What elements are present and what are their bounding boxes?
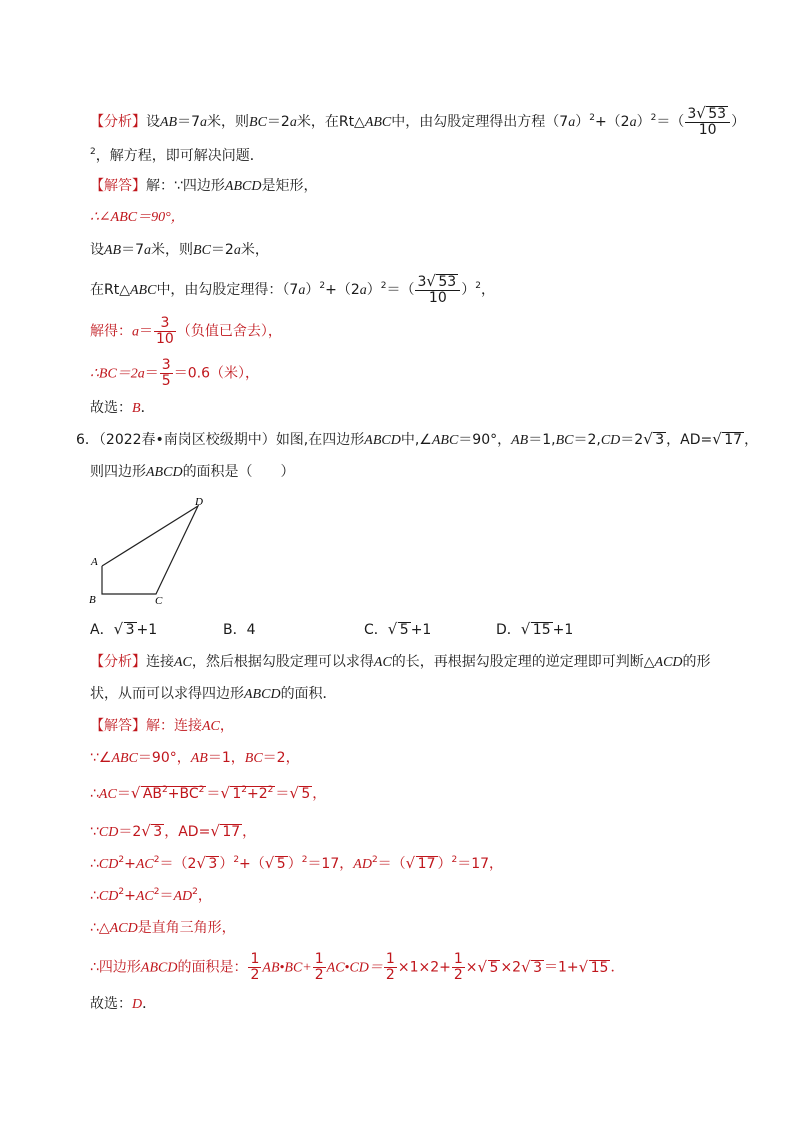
fraction-3root53-over-10: $\frac{3√ 53}{10}$	[685, 106, 730, 138]
vertex-label-a: A	[91, 556, 98, 568]
fraction-one-half: $\frac{1}{2}$	[453, 951, 463, 983]
fraction-one-half: $\frac{1}{2}$	[385, 951, 395, 983]
vertex-label-b: B	[89, 594, 96, 606]
q6-answer-tag: 【解答】	[90, 718, 146, 734]
q6-step1: ∵∠ABC＝90°，AB＝1，BC＝2，	[90, 750, 300, 766]
q6-answer-intro: 【解答】解：连接AC，	[90, 718, 234, 734]
q6-step4: $\therefore CD^2+AC^2=(2√$ 3 ）$^2$+（√ 5 ）$^2$＝17，$AD^2=(√$ 17 ）$^2$＝17，	[90, 854, 503, 875]
q5-analysis-line2: $^2$，解方程，即可解决问题．	[90, 147, 264, 164]
option-d[interactable]: D．√ 15 +1	[496, 620, 573, 640]
q6-stem-line2: 则四边形ABCD的面积是（ ）	[90, 464, 295, 480]
q5-analysis-line1: 【分析】设AB＝7a米，则BC＝2a米，在Rt△ABC中，由勾股定理得出方程$(7a)^2+(2a)^2=$（ $\frac{3√ 53}{10}$ ）	[90, 106, 745, 138]
vertex-label-d: D	[195, 496, 203, 508]
vertex-label-c: C	[155, 595, 163, 606]
q6-step6: ∴△ACD是直角三角形，	[90, 920, 236, 936]
q6-analysis-tag: 【分析】	[90, 654, 146, 670]
q6-step5: $\therefore CD^2+AC^2=AD^2$，	[90, 887, 212, 904]
option-c[interactable]: C．√ 5 +1	[364, 620, 431, 640]
q6-stem-line1: 6．（2022春•南岗区校级期中）如图,在四边形ABCD中,∠ABC＝90°，AB＝1,BC＝2,CD＝2√ 3 ，AD=√ 17 ，	[76, 430, 758, 451]
q6-step2: ∴AC＝√ $AB^2+BC^2$ ＝√ $1^2+2^2$ ＝√ 5 ，	[90, 784, 326, 805]
q5-step3: 在Rt△ABC中，由勾股定理得：$(7a)^2+(2a)^2=$（ $\frac{3√ 53}{10}$ ）$^2$，	[90, 274, 495, 306]
q5-answer-intro: 【解答】解：∵四边形ABCD是矩形，	[90, 178, 318, 194]
question-number: 6．	[76, 432, 99, 448]
fraction-3-over-5: $\frac{3}{5}$	[161, 357, 171, 389]
q6-choice: 故选：D．	[90, 996, 157, 1012]
question-source: （2022春•南岗区校级期中）	[98, 432, 276, 448]
option-a[interactable]: A．√ 3 +1	[90, 620, 157, 640]
q5-choice: 故选：B．	[90, 400, 155, 416]
q5-step1: ∴∠ABC＝90°，	[90, 210, 185, 225]
option-b[interactable]: B．4	[223, 622, 256, 638]
q6-step7: ∴四边形ABCD的面积是： $\frac{1}{2}$ AB•BC+ $\frac{1}{2}$ AC•CD＝ $\frac{1}{2}$ ×1×2+ $\frac{1}{2}$ ×√ 5 ×2√ 3 ＝1+√ 15 ．	[90, 952, 624, 983]
quadrilateral-figure	[86, 494, 216, 610]
fraction-one-half: $\frac{1}{2}$	[314, 951, 324, 983]
fraction-3root53-over-10: $\frac{3√ 53}{10}$	[415, 274, 460, 306]
q5-step4: 解得：a＝ $\frac{3}{10}$ （负值已舍去），	[90, 315, 282, 347]
q5-step5: ∴BC＝2a＝ $\frac{3}{5}$ ＝0.6（米），	[90, 357, 259, 389]
q5-step2: 设AB＝7a米，则BC＝2a米，	[90, 242, 269, 258]
q5-answer-tag: 【解答】	[90, 178, 146, 194]
q6-step3: ∵CD＝2√ 3 ，AD=√ 17 ，	[90, 822, 256, 843]
q5-analysis-tag: 【分析】	[90, 114, 146, 130]
q6-analysis-line1: 【分析】连接AC，然后根据勾股定理可以求得AC的长，再根据勾股定理的逆定理即可判断△ACD的形	[90, 654, 711, 670]
q6-analysis-line2: 状，从而可以求得四边形ABCD的面积．	[90, 686, 337, 702]
fraction-3-over-10: $\frac{3}{10}$	[156, 315, 174, 347]
fraction-one-half: $\frac{1}{2}$	[250, 951, 260, 983]
quadrilateral-abcd	[102, 506, 198, 594]
